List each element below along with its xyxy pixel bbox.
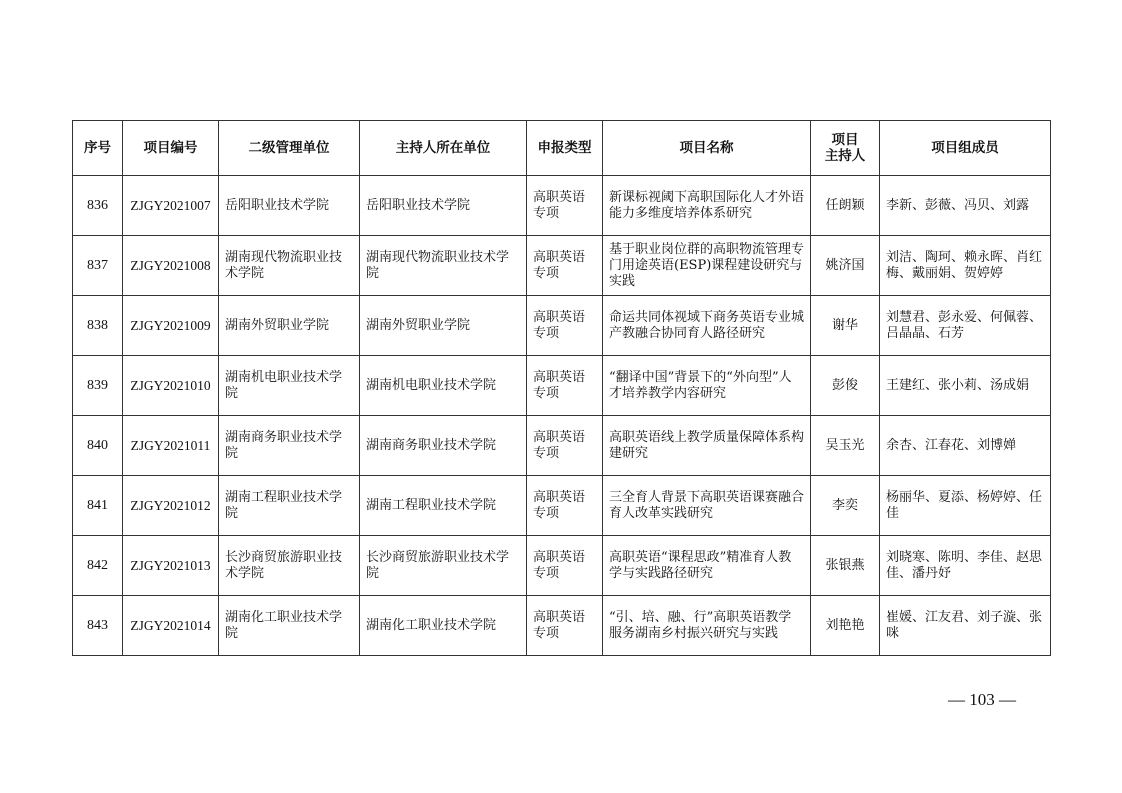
- cell-members: 王建红、张小莉、汤成娟: [880, 356, 1051, 416]
- cell-type: 高职英语专项: [527, 356, 603, 416]
- cell-members: 杨丽华、夏添、杨婷婷、任佳: [880, 476, 1051, 536]
- table-row: [73, 536, 1051, 596]
- cell-seq: 842: [73, 536, 123, 596]
- cell-unit2: 湖南外贸职业学院: [219, 296, 360, 356]
- cell-members: 余杏、江春花、刘博婵: [880, 416, 1051, 476]
- cell-unit2: 湖南工程职业技术学院: [219, 476, 360, 536]
- cell-host: 任朗颖: [811, 176, 880, 236]
- cell-host-unit: 湖南商务职业技术学院: [360, 416, 527, 476]
- header-type: 申报类型: [527, 121, 603, 176]
- header-host-line1: 项目: [831, 132, 859, 148]
- table-header-row: [73, 121, 1051, 176]
- cell-name: 命运共同体视域下商务英语专业城产教融合协同育人路径研究: [603, 296, 811, 356]
- header-host: [811, 121, 880, 176]
- cell-unit2: 湖南化工职业技术学院: [219, 596, 360, 656]
- header-members: 项目组成员: [880, 121, 1051, 176]
- cell-seq: 839: [73, 356, 123, 416]
- cell-members: 刘洁、陶珂、赖永晖、肖红梅、戴丽娟、贺婷婷: [880, 236, 1051, 296]
- cell-type: 高职英语专项: [527, 596, 603, 656]
- cell-code: ZJGY2021008: [123, 236, 219, 296]
- cell-seq: 838: [73, 296, 123, 356]
- cell-name: 高职英语线上教学质量保障体系构建研究: [603, 416, 811, 476]
- cell-unit2: 湖南商务职业技术学院: [219, 416, 360, 476]
- cell-seq: 836: [73, 176, 123, 236]
- cell-type: 高职英语专项: [527, 536, 603, 596]
- cell-name: “引、培、融、行”高职英语教学服务湖南乡村振兴研究与实践: [603, 596, 811, 656]
- cell-host-unit: 岳阳职业技术学院: [360, 176, 527, 236]
- project-table: [72, 120, 1051, 656]
- header-host-line2: 主持人: [824, 148, 866, 164]
- cell-unit2: 湖南现代物流职业技术学院: [219, 236, 360, 296]
- table-body: [73, 176, 1051, 656]
- cell-unit2: 湖南机电职业技术学院: [219, 356, 360, 416]
- cell-host: 彭俊: [811, 356, 880, 416]
- header-host-unit: 主持人所在单位: [360, 121, 527, 176]
- cell-type: 高职英语专项: [527, 476, 603, 536]
- cell-members: 崔媛、江友君、刘子漩、张咪: [880, 596, 1051, 656]
- cell-seq: 841: [73, 476, 123, 536]
- cell-members: 刘晓寒、陈明、李佳、赵思佳、潘丹妤: [880, 536, 1051, 596]
- cell-code: ZJGY2021012: [123, 476, 219, 536]
- header-name: 项目名称: [603, 121, 811, 176]
- cell-name: “翻译中国”背景下的“外向型”人才培养教学内容研究: [603, 356, 811, 416]
- cell-type: 高职英语专项: [527, 176, 603, 236]
- cell-host-unit: 湖南化工职业技术学院: [360, 596, 527, 656]
- cell-host-unit: 湖南外贸职业学院: [360, 296, 527, 356]
- cell-code: ZJGY2021011: [123, 416, 219, 476]
- table-row: [73, 176, 1051, 236]
- header-unit2: 二级管理单位: [219, 121, 360, 176]
- table-row: [73, 356, 1051, 416]
- table-row: [73, 596, 1051, 656]
- cell-name: 高职英语“课程思政”精准育人教学与实践路径研究: [603, 536, 811, 596]
- cell-host: 刘艳艳: [811, 596, 880, 656]
- cell-host: 李奕: [811, 476, 880, 536]
- cell-host: 张银燕: [811, 536, 880, 596]
- page-number: — 103 —: [948, 690, 1016, 709]
- cell-seq: 837: [73, 236, 123, 296]
- cell-type: 高职英语专项: [527, 416, 603, 476]
- cell-code: ZJGY2021010: [123, 356, 219, 416]
- table-row: [73, 416, 1051, 476]
- cell-unit2: 岳阳职业技术学院: [219, 176, 360, 236]
- header-code: 项目编号: [123, 121, 219, 176]
- cell-seq: 843: [73, 596, 123, 656]
- cell-host-unit: 湖南工程职业技术学院: [360, 476, 527, 536]
- cell-host-unit: 湖南现代物流职业技术学院: [360, 236, 527, 296]
- cell-members: 刘慧君、彭永爱、何佩蓉、吕晶晶、石芳: [880, 296, 1051, 356]
- cell-name: 三全育人背景下高职英语课赛融合育人改革实践研究: [603, 476, 811, 536]
- cell-host-unit: 长沙商贸旅游职业技术学院: [360, 536, 527, 596]
- cell-host: 吴玉光: [811, 416, 880, 476]
- cell-type: 高职英语专项: [527, 296, 603, 356]
- header-seq: 序号: [73, 121, 123, 176]
- cell-code: ZJGY2021014: [123, 596, 219, 656]
- table-row: [73, 476, 1051, 536]
- cell-host: 谢华: [811, 296, 880, 356]
- cell-host: 姚济国: [811, 236, 880, 296]
- cell-name: 新课标视阈下高职国际化人才外语能力多维度培养体系研究: [603, 176, 811, 236]
- table-row: [73, 236, 1051, 296]
- cell-members: 李新、彭薇、冯贝、刘露: [880, 176, 1051, 236]
- cell-host-unit: 湖南机电职业技术学院: [360, 356, 527, 416]
- cell-type: 高职英语专项: [527, 236, 603, 296]
- cell-seq: 840: [73, 416, 123, 476]
- cell-name: 基于职业岗位群的高职物流管理专门用途英语(ESP)课程建设研究与实践: [603, 236, 811, 296]
- table-row: [73, 296, 1051, 356]
- cell-code: ZJGY2021013: [123, 536, 219, 596]
- cell-code: ZJGY2021009: [123, 296, 219, 356]
- cell-code: ZJGY2021007: [123, 176, 219, 236]
- cell-unit2: 长沙商贸旅游职业技术学院: [219, 536, 360, 596]
